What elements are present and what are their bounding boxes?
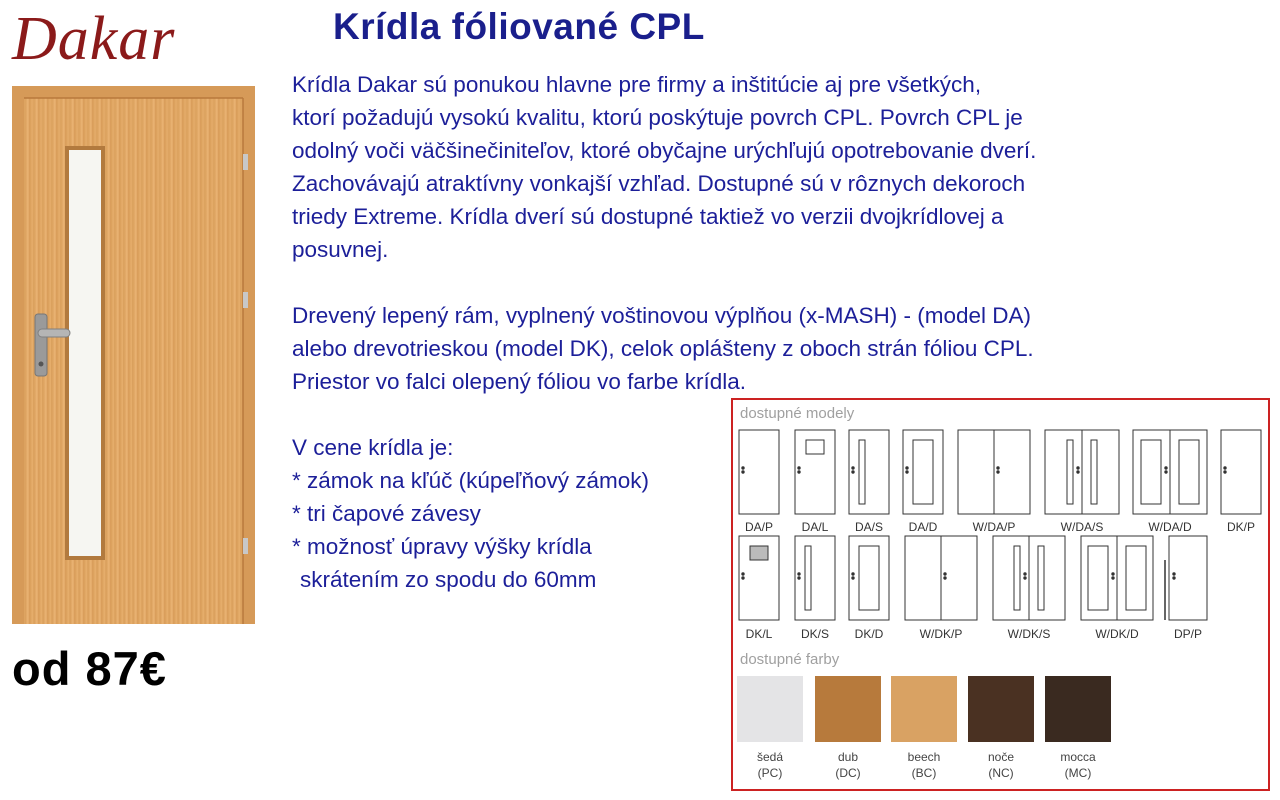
color-swatch-seda	[737, 676, 803, 742]
model-da-p-icon	[739, 430, 779, 514]
color-code: (BC)	[911, 766, 937, 780]
price-includes-item: * možnosť úpravy výšky krídla	[292, 534, 592, 559]
price-includes-item: * tri čapové závesy	[292, 501, 481, 526]
color-name: mocca	[1060, 750, 1096, 764]
color-swatch-dub	[815, 676, 881, 742]
model-label: DA/L	[801, 520, 829, 534]
price-includes-item: skrátením zo spodu do 60mm	[300, 567, 597, 592]
model-label: W/DK/D	[1095, 627, 1139, 641]
color-swatch-mocca	[1045, 676, 1111, 742]
color-swatch-beech	[891, 676, 957, 742]
color-swatch-noce	[968, 676, 1034, 742]
color-label	[1043, 749, 1113, 781]
model-w-dk-p-icon	[905, 536, 977, 620]
description-line: odolný voči väčšinečiniteľov, ktoré obyčajne urýchľujú opotrebovanie dverí.	[292, 138, 1037, 163]
page-title: Krídla fóliované CPL	[333, 6, 705, 47]
colors-heading: dostupné farby	[740, 651, 840, 668]
door-glass	[69, 150, 101, 556]
model-label: W/DA/S	[1060, 520, 1104, 534]
model-w-dk-d-icon	[1081, 536, 1153, 620]
frame-text-line: alebo drevotrieskou (model DK), celok oplášteny z oboch strán fóliou CPL.	[292, 336, 1034, 361]
color-name: šedá	[756, 750, 784, 764]
models-heading: dostupné modely	[740, 405, 855, 422]
model-dk-l-icon	[739, 536, 779, 620]
color-name: beech	[907, 750, 941, 764]
model-w-da-d-icon	[1133, 430, 1207, 514]
hinge-top	[243, 154, 248, 170]
frame-text-line: Priestor vo falci olepený fóliou vo farbe krídla.	[292, 369, 746, 394]
model-dk-d-icon	[849, 536, 889, 620]
door-leaf	[24, 98, 243, 624]
description-line: Krídla Dakar sú ponukou hlavne pre firmy a inštitúcie aj pre všetkých,	[292, 72, 982, 97]
hinge-bottom	[243, 538, 248, 554]
price-includes-item: * zámok na kľúč (kúpeľňový zámok)	[292, 468, 650, 493]
catalog-panel	[731, 398, 1270, 791]
model-label: DP/P	[1173, 627, 1203, 641]
price-includes-heading: V cene krídla je:	[292, 435, 454, 460]
description-line: ktorí požadujú vysokú kvalitu, ktorú poskýtuje povrch CPL. Povrch CPL je	[292, 105, 1023, 130]
color-label	[889, 749, 959, 781]
color-label	[735, 749, 805, 781]
door-image	[12, 86, 255, 624]
color-code: (MC)	[1064, 766, 1092, 780]
color-name: dub	[837, 750, 859, 764]
model-dp-p-icon	[1165, 536, 1207, 620]
model-label: DA/S	[854, 520, 884, 534]
model-dk-p-icon	[1221, 430, 1261, 514]
brand-logo: Dakar	[12, 5, 176, 73]
model-dk-s-icon	[795, 536, 835, 620]
color-code: (DC)	[835, 766, 861, 780]
model-label: DK/P	[1226, 520, 1256, 534]
model-label: DK/L	[745, 627, 773, 641]
description-line: triedy Extreme. Krídla dverí sú dostupné taktiež vo verzii dvojkrídlovej a	[292, 204, 1004, 229]
model-w-da-s-icon	[1045, 430, 1119, 514]
price-label: od 87€	[12, 642, 167, 695]
color-code: (PC)	[757, 766, 783, 780]
model-label: W/DA/D	[1148, 520, 1192, 534]
model-label: W/DK/P	[919, 627, 963, 641]
color-code: (NC)	[988, 766, 1014, 780]
model-da-d-icon	[903, 430, 943, 514]
door-illustration	[12, 86, 255, 624]
model-label: DA/P	[744, 520, 774, 534]
model-label: W/DK/S	[1007, 627, 1051, 641]
color-label	[813, 749, 883, 781]
model-label: DA/D	[908, 520, 938, 534]
model-label: DK/D	[854, 627, 884, 641]
hinge-middle	[243, 292, 248, 308]
description-line: posuvnej.	[292, 237, 389, 262]
model-label: DK/S	[800, 627, 830, 641]
color-label	[966, 749, 1036, 781]
model-da-s-icon	[849, 430, 889, 514]
model-w-dk-s-icon	[993, 536, 1065, 620]
model-w-da-p-icon	[958, 430, 1030, 514]
description-line: Zachovávajú atraktívny vonkajší vzhľad. Dostupné sú v rôznych dekoroch	[292, 171, 1026, 196]
model-da-l-icon	[795, 430, 835, 514]
frame-text-line: Drevený lepený rám, vyplnený voštinovou výplňou (x-MASH) - (model DA)	[292, 303, 1032, 328]
color-name: noče	[987, 750, 1015, 764]
model-label: W/DA/P	[972, 520, 1016, 534]
